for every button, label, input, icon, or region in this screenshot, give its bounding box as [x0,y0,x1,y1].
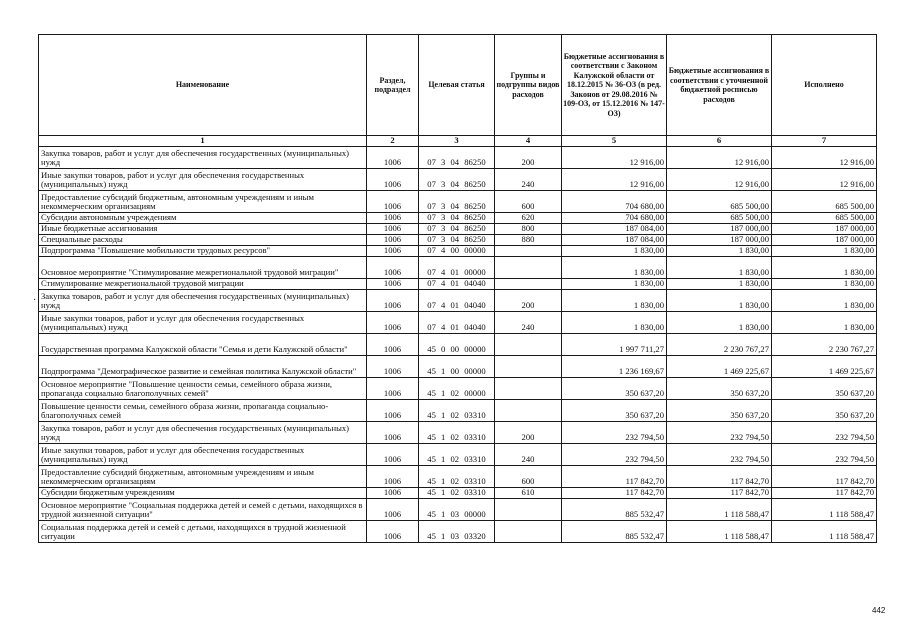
row-refined: 1 118 588,47 [667,499,772,521]
row-budget: 232 794,50 [562,422,667,444]
row-section: 1006 [367,356,419,378]
row-refined: 12 916,00 [667,147,772,169]
row-budget: 1 830,00 [562,312,667,334]
row-executed: 1 830,00 [772,290,877,312]
row-group: 240 [495,444,562,466]
row-target: 07 4 01 04040 [419,290,495,312]
row-target: 07 3 04 86250 [419,169,495,191]
row-section: 1006 [367,499,419,521]
row-executed: 117 842,70 [772,488,877,499]
table-row [39,378,877,400]
row-target: 45 0 00 00000 [419,334,495,356]
row-target: 07 3 04 86250 [419,224,495,235]
row-executed: 187 000,00 [772,235,877,246]
row-name: Повышение ценности семьи, семейного образа жизни, пропаганда социально-благополучных семей [39,400,367,422]
table-row [39,499,877,521]
row-name: Государственная программа Калужской области "Семья и дети Калужской области" [39,334,367,356]
row-executed: 1 830,00 [772,246,877,257]
header-target: Целевая статья [419,35,495,136]
row-group [495,334,562,356]
row-name: Основное мероприятие "Повышение ценности семьи, семейного образа жизни, пропаганда социально благополучных семей" [39,378,367,400]
row-executed: 1 118 588,47 [772,499,877,521]
row-section: 1006 [367,279,419,290]
header-section: Раздел, подраздел [367,35,419,136]
row-refined: 187 000,00 [667,224,772,235]
row-name: Иные закупки товаров, работ и услуг для обеспечения государственных (муниципальных) нужд [39,169,367,191]
row-refined: 117 842,70 [667,488,772,499]
header-row [39,35,877,136]
table-row [39,257,877,279]
row-budget: 350 637,20 [562,400,667,422]
row-target: 45 1 02 03310 [419,444,495,466]
table-row [39,334,877,356]
row-executed: 232 794,50 [772,422,877,444]
row-target: 07 3 04 86250 [419,235,495,246]
row-target: 45 1 02 03310 [419,400,495,422]
row-name: Социальная поддержка детей и семей с детьми, находящихся в трудной жизненной ситуации [39,521,367,543]
row-refined: 1 830,00 [667,312,772,334]
row-executed: 1 830,00 [772,279,877,290]
row-budget: 187 084,00 [562,235,667,246]
row-budget: 885 532,47 [562,521,667,543]
row-budget: 1 830,00 [562,279,667,290]
header-name: Наименование [39,35,367,136]
row-section: 1006 [367,444,419,466]
row-name: Основное мероприятие "Стимулирование межрегиональной трудовой миграции" [39,257,367,279]
row-section: 1006 [367,334,419,356]
row-section: 1006 [367,191,419,213]
row-target: 45 1 02 03310 [419,466,495,488]
row-executed: 232 794,50 [772,444,877,466]
row-section: 1006 [367,213,419,224]
row-group [495,521,562,543]
row-section: 1006 [367,257,419,279]
row-executed: 2 230 767,27 [772,334,877,356]
row-executed: 685 500,00 [772,191,877,213]
row-section: 1006 [367,235,419,246]
row-name: Субсидии бюджетным учреждениям [39,488,367,499]
header-executed: Исполнено [772,35,877,136]
row-section: 1006 [367,488,419,499]
column-number-row [39,136,877,147]
row-refined: 1 118 588,47 [667,521,772,543]
row-name: Подпрограмма "Повышение мобильности трудовых ресурсов" [39,246,367,257]
row-refined: 1 830,00 [667,290,772,312]
column-number: 6 [667,136,772,147]
row-refined: 12 916,00 [667,169,772,191]
row-group: 600 [495,466,562,488]
column-number: 2 [367,136,419,147]
row-section: 1006 [367,147,419,169]
row-target: 45 1 03 00000 [419,499,495,521]
table-row [39,444,877,466]
row-group: 200 [495,422,562,444]
row-executed: 685 500,00 [772,213,877,224]
row-executed: 1 118 588,47 [772,521,877,543]
row-budget: 117 842,70 [562,488,667,499]
row-section: 1006 [367,246,419,257]
row-refined: 2 230 767,27 [667,334,772,356]
row-executed: 1 830,00 [772,257,877,279]
row-group: 620 [495,213,562,224]
row-group: 240 [495,169,562,191]
row-name: Субсидии автономным учреждениям [39,213,367,224]
document-page [38,34,877,543]
row-section: 1006 [367,466,419,488]
row-target: 07 3 04 86250 [419,213,495,224]
row-name: Предоставление субсидий бюджетным, автономным учреждениям и иным некоммерческим организациям [39,466,367,488]
table-row [39,356,877,378]
row-refined: 685 500,00 [667,191,772,213]
row-section: 1006 [367,521,419,543]
row-budget: 704 680,00 [562,213,667,224]
row-section: 1006 [367,422,419,444]
row-target: 45 1 02 00000 [419,378,495,400]
row-target: 07 4 00 00000 [419,246,495,257]
row-group: 610 [495,488,562,499]
row-name: Основное мероприятие "Социальная поддержка детей и семей с детьми, находящихся в трудной жизненной ситуации" [39,499,367,521]
row-executed: 350 637,20 [772,400,877,422]
row-name: Предоставление субсидий бюджетным, автономным учреждениям и иным некоммерческим организациям [39,191,367,213]
row-group [495,246,562,257]
row-executed: 1 469 225,67 [772,356,877,378]
row-executed: 1 830,00 [772,312,877,334]
row-group: 880 [495,235,562,246]
row-name: Подпрограмма "Демографическое развитие и семейная политика Калужской области" [39,356,367,378]
table-row [39,246,877,257]
row-group [495,356,562,378]
row-budget: 1 830,00 [562,290,667,312]
row-name: Специальные расходы [39,235,367,246]
row-group: 600 [495,191,562,213]
table-row [39,466,877,488]
row-target: 07 3 04 86250 [419,147,495,169]
row-group: 240 [495,312,562,334]
table-row [39,169,877,191]
row-name: Иные закупки товаров, работ и услуг для обеспечения государственных (муниципальных) нужд [39,444,367,466]
table-row [39,521,877,543]
row-target: 45 1 03 03320 [419,521,495,543]
column-number: 3 [419,136,495,147]
header-refined: Бюджетные ассигнования в соответствии с уточненной бюджетной росписью расходов [667,35,772,136]
table-row [39,191,877,213]
row-section: 1006 [367,169,419,191]
row-target: 07 3 04 86250 [419,191,495,213]
row-target: 07 4 01 04040 [419,279,495,290]
row-group [495,279,562,290]
row-executed: 12 916,00 [772,169,877,191]
row-section: 1006 [367,290,419,312]
table-row [39,422,877,444]
row-budget: 1 997 711,27 [562,334,667,356]
row-name: Закупка товаров, работ и услуг для обеспечения государственных (муниципальных) нужд [39,290,367,312]
row-group: 200 [495,290,562,312]
table-row [39,290,877,312]
row-budget: 704 680,00 [562,191,667,213]
row-budget: 12 916,00 [562,147,667,169]
row-budget: 232 794,50 [562,444,667,466]
row-executed: 117 842,70 [772,466,877,488]
row-refined: 117 842,70 [667,466,772,488]
row-budget: 350 637,20 [562,378,667,400]
row-budget: 885 532,47 [562,499,667,521]
row-name: Закупка товаров, работ и услуг для обеспечения государственных (муниципальных) нужд [39,147,367,169]
row-name: Иные бюджетные ассигнования [39,224,367,235]
row-group [495,400,562,422]
table-row [39,488,877,499]
row-budget: 117 842,70 [562,466,667,488]
row-refined: 685 500,00 [667,213,772,224]
row-refined: 350 637,20 [667,378,772,400]
row-name: Закупка товаров, работ и услуг для обеспечения государственных (муниципальных) нужд [39,422,367,444]
margin-tick-mark: · [33,295,37,306]
row-section: 1006 [367,312,419,334]
row-refined: 187 000,00 [667,235,772,246]
row-group: 200 [495,147,562,169]
row-section: 1006 [367,378,419,400]
row-refined: 1 830,00 [667,279,772,290]
column-number: 1 [39,136,367,147]
row-target: 45 1 02 03310 [419,422,495,444]
row-name: Стимулирование межрегиональной трудовой миграции [39,279,367,290]
row-executed: 187 000,00 [772,224,877,235]
row-section: 1006 [367,400,419,422]
table-row [39,235,877,246]
row-budget: 1 236 169,67 [562,356,667,378]
row-refined: 232 794,50 [667,444,772,466]
page-number: 442 [872,606,886,615]
table-row [39,213,877,224]
row-executed: 12 916,00 [772,147,877,169]
row-group [495,499,562,521]
column-number: 4 [495,136,562,147]
table-row [39,312,877,334]
row-group [495,257,562,279]
row-budget: 1 830,00 [562,257,667,279]
row-executed: 350 637,20 [772,378,877,400]
budget-table [38,34,877,543]
column-number: 7 [772,136,877,147]
row-target: 07 4 01 04040 [419,312,495,334]
row-section: 1006 [367,224,419,235]
row-refined: 232 794,50 [667,422,772,444]
row-group [495,378,562,400]
table-row [39,224,877,235]
row-target: 45 1 02 03310 [419,488,495,499]
table-row [39,147,877,169]
row-target: 45 1 00 00000 [419,356,495,378]
row-target: 07 4 01 00000 [419,257,495,279]
row-refined: 350 637,20 [667,400,772,422]
row-name: Иные закупки товаров, работ и услуг для обеспечения государственных (муниципальных) нужд [39,312,367,334]
row-refined: 1 469 225,67 [667,356,772,378]
header-budget: Бюджетные ассигнования в соответствии с Законом Калужской области от 18.12.2015 № 36-ОЗ (в ред. Законов от 29.08.2016 № 109-ОЗ, от 15.12.2016 № 147-ОЗ) [562,35,667,136]
table-row [39,400,877,422]
row-budget: 1 830,00 [562,246,667,257]
header-group: Группы и подгруппы видов расходов [495,35,562,136]
row-refined: 1 830,00 [667,257,772,279]
row-budget: 12 916,00 [562,169,667,191]
row-budget: 187 084,00 [562,224,667,235]
row-group: 800 [495,224,562,235]
table-row [39,279,877,290]
column-number: 5 [562,136,667,147]
row-refined: 1 830,00 [667,246,772,257]
